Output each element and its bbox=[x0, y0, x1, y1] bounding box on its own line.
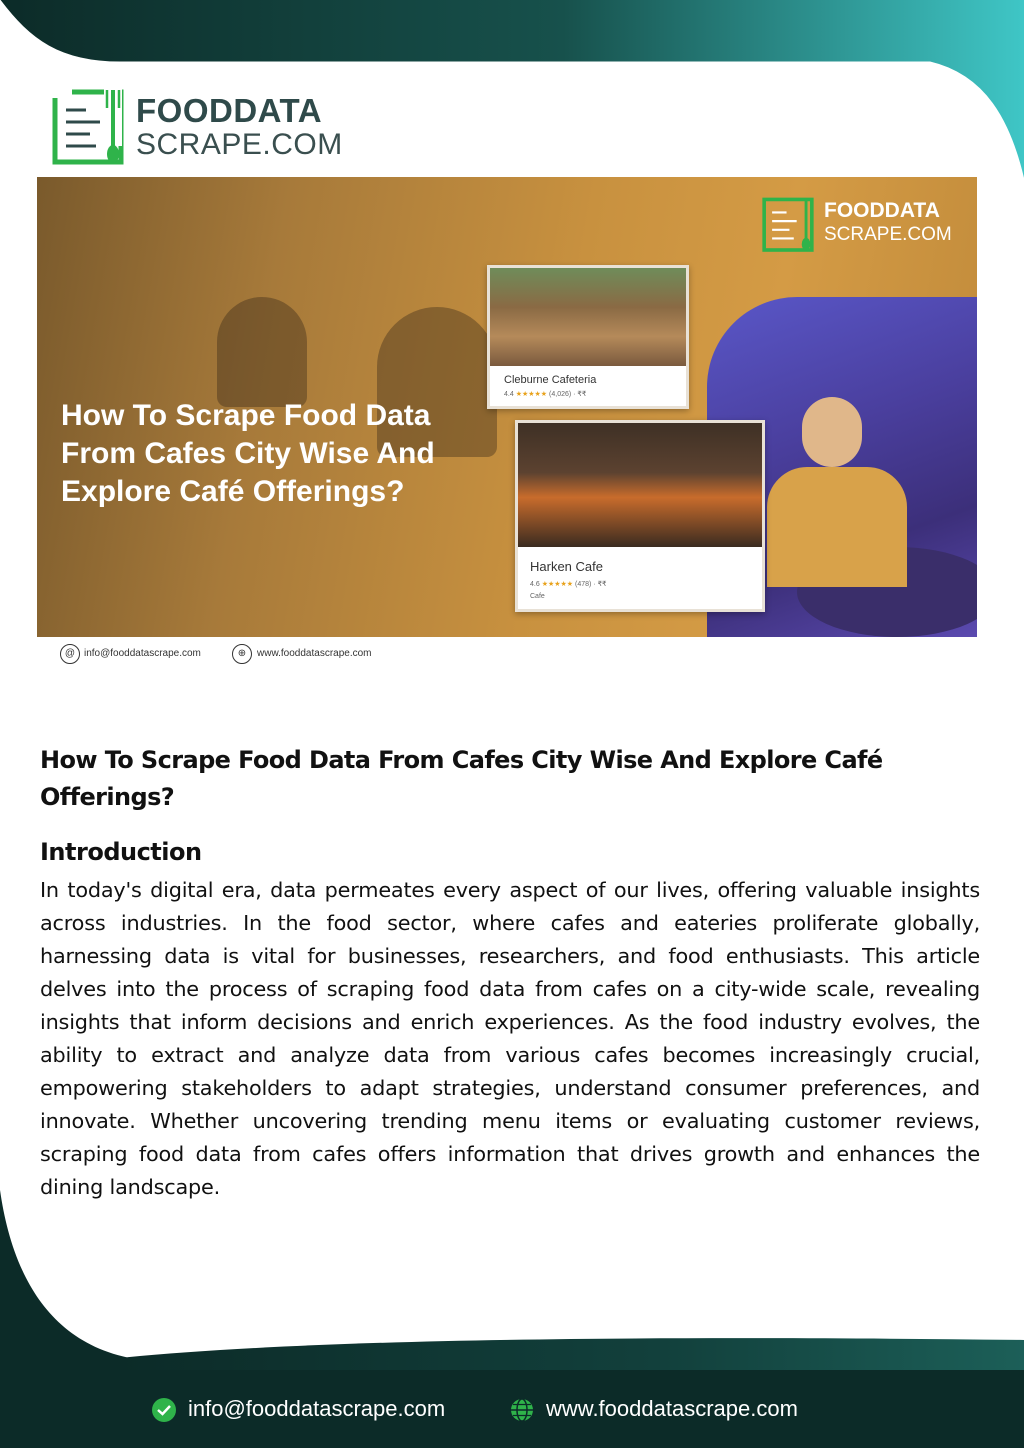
cafe-card-name: Cleburne Cafeteria bbox=[504, 374, 597, 386]
brand-name-line1: FOODDATA bbox=[136, 92, 323, 129]
cafe-card-image bbox=[518, 423, 762, 547]
cafe-card-rating-row bbox=[530, 580, 607, 588]
menu-fork-icon bbox=[762, 195, 814, 253]
person-body bbox=[767, 467, 907, 587]
cafe-card bbox=[515, 420, 765, 612]
cafe-card-image bbox=[490, 268, 686, 366]
person-head bbox=[802, 397, 862, 467]
cafe-card-reviews: (478) · ₹₹ bbox=[575, 581, 607, 588]
menu-fork-icon bbox=[52, 86, 124, 166]
cafe-card-rating: 4.4 bbox=[504, 391, 514, 398]
cafe-card bbox=[487, 265, 689, 409]
star-rating-icon: ★★★★★ bbox=[541, 581, 574, 588]
banner-brand-logo bbox=[762, 195, 972, 255]
brand-name-line2: SCRAPE.COM bbox=[136, 128, 343, 161]
email-icon: @ bbox=[60, 644, 80, 664]
banner-brand-line2: SCRAPE.COM bbox=[824, 224, 952, 245]
cafe-patron-silhouette bbox=[217, 297, 307, 407]
footer-website[interactable]: www.fooddatascrape.com bbox=[546, 1396, 798, 1421]
brand-logo bbox=[52, 86, 343, 170]
cafe-card-type: Cafe bbox=[530, 593, 545, 600]
email-icon bbox=[152, 1398, 176, 1422]
globe-icon: ⊕ bbox=[232, 644, 252, 664]
banner-website[interactable]: www.fooddatascrape.com bbox=[257, 648, 372, 659]
banner-email[interactable]: info@fooddatascrape.com bbox=[84, 648, 201, 659]
cafe-card-reviews: (4,026) · ₹₹ bbox=[549, 391, 587, 398]
cafe-card-rating-row bbox=[504, 390, 586, 398]
banner-title: How To Scrape Food Data From Cafes City Wise And Explore Café Offerings? bbox=[61, 399, 435, 508]
star-rating-icon: ★★★★★ bbox=[515, 391, 548, 398]
article-title: How To Scrape Food Data From Cafes City Wise And Explore Café Offerings? bbox=[40, 746, 883, 811]
footer-email[interactable]: info@fooddatascrape.com bbox=[188, 1396, 446, 1421]
hero-banner bbox=[37, 177, 977, 637]
cafe-card-rating: 4.6 bbox=[530, 581, 540, 588]
intro-heading: Introduction bbox=[40, 838, 202, 866]
globe-icon bbox=[510, 1398, 534, 1422]
banner-brand-line1: FOODDATA bbox=[824, 199, 940, 222]
intro-paragraph: In today's digital era, data permeates every aspect of our lives, offering valuable insights across industries. In the food sector, where cafes and eateries proliferate globally, harnessing data is vital for businesses, researchers, and food enthusiasts. This article delves into the process of scraping food data from cafes on a city-wide scale, revealing insights that inform decisions and enrich experiences. As the food industry evolves, the ability to extract and analyze data from various cafes becomes increasingly crucial, empowering stakeholders to adapt strategies, understand consumer preferences, and innovate. Whether uncovering trending menu items or evaluating customer reviews, scraping food data from cafes offers information that drives growth and enhances the dining landscape. bbox=[40, 878, 980, 1199]
cafe-card-name: Harken Cafe bbox=[530, 559, 603, 574]
